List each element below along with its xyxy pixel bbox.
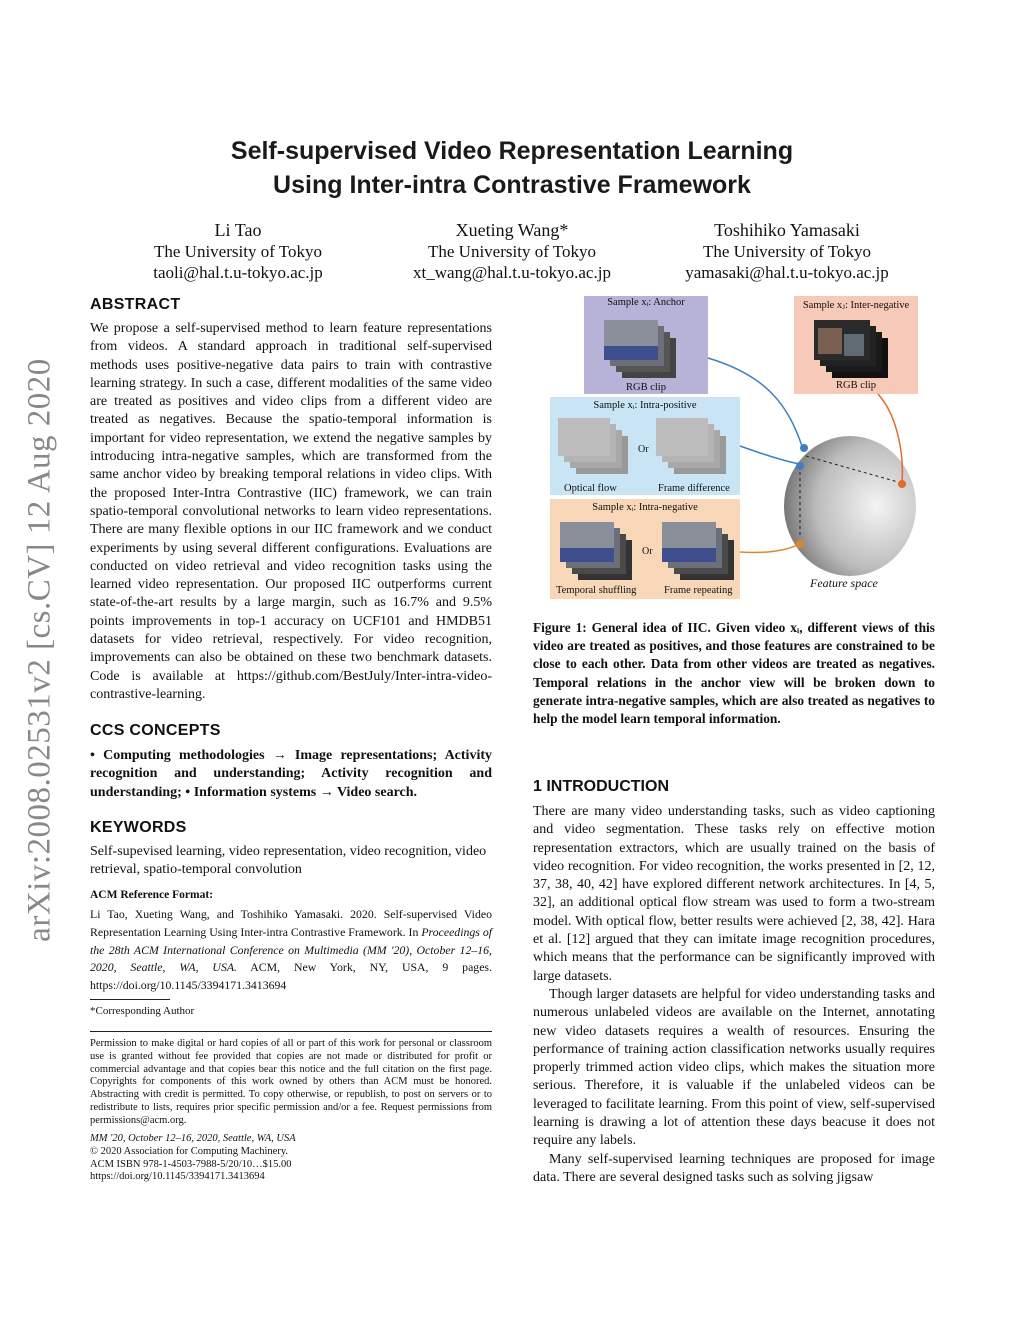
author-name: Toshihiko Yamasaki [714, 220, 860, 240]
author-name: Li Tao [214, 220, 262, 240]
anchor-label: Sample xᵢ: Anchor [607, 297, 685, 308]
pub-doi[interactable]: https://doi.org/10.1145/3394171.3413694 [90, 1171, 265, 1183]
author-affiliation: The University of Tokyo [703, 242, 871, 261]
inter-negative-label: Sample xⱼ: Inter-negative [802, 300, 910, 311]
introduction-heading: 1 INTRODUCTION [533, 778, 669, 795]
intra-negative-arrow [740, 544, 800, 553]
title-line-2: Using Inter-intra Contrastive Framework [273, 171, 751, 199]
acm-ref-italic: Proceedings of the 28th ACM International Conference on Multimedia (MM '20), October 12–16, 2020, Seattle, WA, USA. [90, 924, 493, 975]
intro-paragraph-1: There are many video understanding tasks, such as video captioning and video segmentation. These tasks rely on effective motion representation extractors, which are usually trained on the basis of video recognition. For video recognition, the works presented in [2, 12, 37, 38, 40, 42] have explored different network architectures. In [4, 5, 32], an additional optical flow stream was used to form a two-stream model. With optical flow, better results were achieved [2, 38, 42]. Hara et al. [12] argued that they can imitate image recognition procedures, which means that the performance can be significantly improved with large datasets. [533, 804, 935, 984]
or-label-2: Or [642, 546, 653, 557]
anchor-rgb-label: RGB clip [626, 382, 666, 393]
keywords-heading: KEYWORDS [90, 819, 187, 836]
intra-negative-label: Sample xᵢ: Intra-negative [592, 502, 698, 513]
author-block-3 [647, 220, 927, 283]
arxiv-id: arXiv:2008.02531v2 [cs.CV] 12 Aug 2020 [21, 358, 58, 942]
figure-1-caption: Figure 1: General idea of IIC. Given video xᵢ, different views of this video are treated as positives, and those features are constrained to be close to each other. Data from other videos are treated as negatives. Temporal relations in the anchor view will be broken down to generate intra-negative samples, which are also treated as negatives to help the model learn temporal information. [533, 620, 935, 727]
positive-point [796, 462, 804, 470]
intra-negative-point [796, 540, 804, 548]
acm-ref-plain: Li Tao, Xueting Wang, and Toshihiko Yamasaki. 2020. Self-supervised Video Representation Learning Using Inter-intra Contrastive Framework. In [90, 907, 492, 939]
or-label-1: Or [638, 444, 649, 455]
anchor-point [800, 444, 808, 452]
intra-positive-label: Sample xᵢ: Intra-positive [593, 400, 697, 411]
ccs-text: • Computing methodologies → Image representations; Activity recognition and understanding; Activity recognition and understanding; • Information systems → Video search. [90, 748, 492, 800]
frame-repeating-label: Frame repeating [664, 585, 733, 596]
inter-negative-point [898, 480, 906, 488]
author-name: Xueting Wang* [455, 220, 569, 240]
acm-ref-heading: ACM Reference Format: [90, 889, 214, 901]
author-affiliation: The University of Tokyo [428, 242, 596, 261]
intro-paragraph-3: Many self-supervised learning techniques are proposed for image data. There are several designed tasks such as solving jigsaw [533, 1151, 935, 1185]
figure-1-diagram [548, 296, 918, 600]
abstract-text: We propose a self-supervised method to learn feature representations from videos. A standard approach in traditional self-supervised methods uses positive-negative data pairs to train with contrastive learning strategy. In such a case, different modalities of the same video are treated as positives and video clips from a different video are treated as negatives. Because the spatio-temporal information is important for video representation, we extend the negative samples by introducing intra-negative samples, which are transformed from the same anchor video by breaking temporal relations in video clips. With the proposed Inter-Intra Contrastive (IIC) framework, we can train spatio-temporal convolutional networks to learn video representations. There are many flexible options in our IIC framework and we conduct experiments by using several different configurations. Evaluations are conducted on video retrieval and video recognition tasks using the learned video representation. Our proposed IIC outperforms current state-of-the-art results by a large margin, such as 16.7% and 9.5% points improvements in top-1 accuracy on UCF101 and HMDB51 datasets for video retrieval, respectively. For video recognition, improvements can also be obtained on these two benchmark datasets. Code is available at https://github.com/BestJuly/Inter-intra-video-contrastive-learning. [90, 321, 492, 702]
temporal-shuffling-label: Temporal shuffling [556, 585, 637, 596]
corresponding-footnote: *Corresponding Author [90, 1005, 195, 1017]
publication-info [90, 1133, 492, 1184]
ccs-heading: CCS CONCEPTS [90, 722, 221, 739]
author-email[interactable]: xt_wang@hal.t.u-tokyo.ac.jp [413, 263, 611, 282]
title-line-1: Self-supervised Video Representation Learning [230, 137, 794, 165]
keywords-text: Self-supevised learning, video representation, video recognition, video retrieval, spatio-temporal convolution [90, 844, 487, 878]
positive-arrow [740, 446, 800, 464]
intro-paragraph-2: Though larger datasets are helpful for video understanding tasks and numerous unlabeled videos are available on the Internet, annotating new video datasets requires a wealth of resources. Ensuring the performance of training action classification networks usually requires properly trimmed action video clips, which makes the situation more serious. Therefore, it is valuable if the unlabeled videos can be leveraged to facilitate learning. From this point of view, self-supervised learning is drawing a lot of attention these days beacuse it does not require any labels. [533, 986, 935, 1149]
author-affiliation: The University of Tokyo [154, 242, 322, 261]
frame-difference-label: Frame difference [658, 483, 730, 494]
optical-flow-label: Optical flow [564, 483, 617, 494]
permission-rule [90, 1031, 492, 1032]
author-email[interactable]: taoli@hal.t.u-tokyo.ac.jp [153, 263, 323, 282]
paper-title [0, 134, 1024, 202]
feature-space-label: Feature space [810, 576, 878, 590]
permission-text: Permission to make digital or hard copies of all or part of this work for personal or classroom use is granted without fee provided that copies are not made or distributed for profit or commercial advantage and that copies bear this notice and the full citation on the first page. Copyrights for components of this work owned by others than ACM must be honored. Abstracting with credit is permitted. To copy otherwise, or republish, to post on servers or to redistribute to lists, requires prior specific permission and/or a fee. Request permissions from permissions@acm.org. [90, 1038, 492, 1126]
inter-negative-rgb-label: RGB clip [836, 380, 876, 391]
acm-ref-text [90, 906, 492, 995]
author-block-1 [98, 220, 378, 283]
footnote-rule [90, 999, 170, 1000]
figure-1 [548, 296, 918, 600]
acm-ref-end: ACM, New York, NY, USA, 9 pages. https://doi.org/10.1145/3394171.3413694 [90, 960, 492, 993]
pub-venue: MM '20, October 12–16, 2020, Seattle, WA, USA [90, 1133, 296, 1144]
author-block-2 [372, 220, 652, 283]
arxiv-side-label [10, 340, 70, 960]
introduction-body [533, 803, 935, 1187]
author-email[interactable]: yamasaki@hal.t.u-tokyo.ac.jp [685, 263, 889, 282]
feature-space-sphere [784, 436, 916, 576]
abstract-heading: ABSTRACT [90, 296, 181, 313]
pub-isbn: ACM ISBN 978-1-4503-7988-5/20/10…$15.00 [90, 1158, 292, 1170]
pub-copyright: © 2020 Association for Computing Machinery. [90, 1145, 289, 1157]
